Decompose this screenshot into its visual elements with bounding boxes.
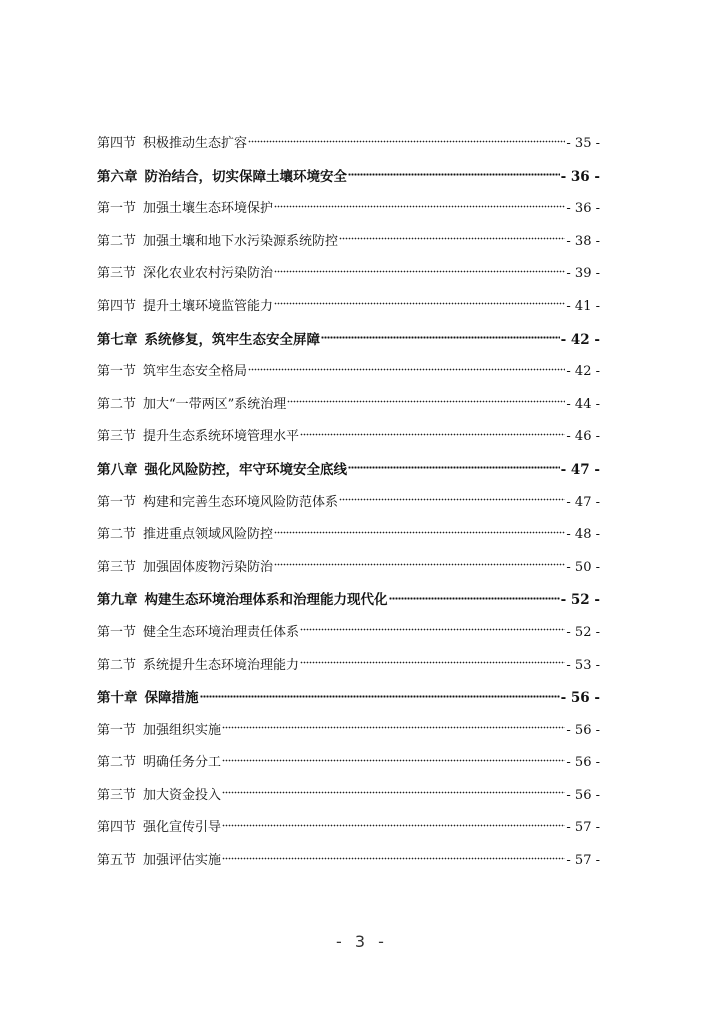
toc-entry-page: - 53 - [566, 657, 600, 673]
toc-section-entry[interactable] [97, 356, 600, 389]
toc-entry-number: 第三节 [97, 266, 137, 282]
toc-entry-number: 第八章 [97, 461, 138, 478]
toc-entry-number: 第一节 [97, 201, 137, 217]
toc-entry-page: - 39 - [566, 266, 600, 282]
dot-leader [348, 172, 560, 178]
toc-entry-number: 第十章 [97, 690, 138, 707]
toc-entry-page: - 46 - [566, 429, 600, 445]
dot-leader [274, 529, 565, 535]
toc-entry-number: 第二节 [97, 755, 137, 771]
toc-entry-number: 第三节 [97, 559, 137, 575]
toc-entry-page: - 35 - [566, 136, 600, 151]
toc-entry-page: - 36 - [566, 201, 600, 217]
toc-entry-page: - 44 - [566, 396, 600, 412]
toc-entry-number: 第四节 [97, 820, 137, 836]
toc-entry-page: - 52 - [566, 624, 600, 640]
dot-leader [339, 497, 565, 503]
toc-entry-title: 推进重点领域风险防控 [143, 527, 274, 543]
dot-leader [222, 757, 565, 763]
page-number: - 3 - [336, 932, 388, 951]
toc-entry-title: 提升土壤环境监管能力 [143, 298, 274, 314]
toc-entry-page: - 47 - [560, 461, 600, 478]
toc-chapter-entry[interactable] [97, 454, 600, 487]
toc-section-entry[interactable] [97, 291, 600, 324]
toc-entry-title: 构建生态环境治理体系和治理能力现代化 [144, 592, 388, 609]
dot-leader [222, 725, 565, 731]
toc-entry-title: 加强组织实施 [143, 722, 222, 738]
dot-leader [348, 465, 560, 471]
toc-entry-title: 加强土壤生态环境保护 [143, 201, 274, 217]
toc-entry-page: - 56 - [560, 690, 600, 707]
toc-entry-title: 保障措施 [144, 690, 199, 707]
dot-leader [339, 236, 565, 242]
table-of-contents [97, 128, 600, 878]
toc-entry-page: - 52 - [560, 592, 600, 609]
toc-section-entry[interactable] [97, 812, 600, 845]
toc-entry-page: - 57 - [566, 820, 600, 836]
dot-leader [222, 855, 565, 861]
toc-entry-title: 积极推动生态扩容 [143, 136, 248, 151]
toc-entry-title: 系统修复，筑牢生态安全屏障 [144, 331, 320, 348]
toc-entry-number: 第一节 [97, 494, 137, 510]
toc-entry-page: - 47 - [566, 494, 600, 510]
dot-leader [248, 138, 565, 144]
toc-entry-title: 加强土壤和地下水污染源系统防控 [143, 233, 339, 249]
toc-entry-number: 第三节 [97, 429, 137, 445]
toc-section-entry[interactable] [97, 747, 600, 780]
toc-chapter-entry[interactable] [97, 161, 600, 194]
toc-section-entry[interactable] [97, 487, 600, 520]
toc-entry-title: 加强固体废物污染防治 [143, 559, 274, 575]
toc-section-entry[interactable] [97, 552, 600, 585]
toc-entry-page: - 38 - [566, 233, 600, 249]
toc-section-entry[interactable] [97, 845, 600, 878]
toc-entry-title: 强化宣传引导 [143, 820, 222, 836]
dot-leader [248, 366, 565, 372]
toc-entry-number: 第三节 [97, 787, 137, 803]
toc-chapter-entry[interactable] [97, 584, 600, 617]
toc-section-entry[interactable] [97, 389, 600, 422]
toc-section-entry[interactable] [97, 128, 600, 161]
toc-entry-page: - 56 - [566, 722, 600, 738]
toc-section-entry[interactable] [97, 226, 600, 259]
toc-entry-title: 构建和完善生态环境风险防范体系 [143, 494, 339, 510]
toc-entry-title: 明确任务分工 [143, 755, 222, 771]
toc-entry-page: - 56 - [566, 755, 600, 771]
toc-entry-number: 第二节 [97, 233, 137, 249]
toc-entry-number: 第一节 [97, 722, 137, 738]
toc-entry-title: 筑牢生态安全格局 [143, 364, 248, 380]
toc-entry-number: 第一节 [97, 364, 137, 380]
toc-entry-title: 加大资金投入 [143, 787, 222, 803]
toc-section-entry[interactable] [97, 715, 600, 748]
toc-section-entry[interactable] [97, 193, 600, 226]
toc-entry-title: 强化风险防控，牢守环境安全底线 [144, 461, 347, 478]
toc-entry-number: 第二节 [97, 657, 137, 673]
dot-leader [200, 693, 560, 699]
toc-entry-page: - 57 - [566, 853, 600, 869]
toc-entry-number: 第一节 [97, 624, 137, 640]
dot-leader [321, 335, 560, 341]
toc-entry-number: 第四节 [97, 136, 137, 151]
toc-section-entry[interactable] [97, 650, 600, 683]
dot-leader [274, 301, 565, 307]
dot-leader [389, 595, 560, 601]
dot-leader [222, 790, 565, 796]
toc-entry-page: - 48 - [566, 527, 600, 543]
toc-entry-number: 第九章 [97, 592, 138, 609]
toc-chapter-entry[interactable] [97, 324, 600, 357]
toc-entry-number: 第七章 [97, 331, 138, 348]
toc-chapter-entry[interactable] [97, 682, 600, 715]
toc-section-entry[interactable] [97, 519, 600, 552]
toc-entry-number: 第五节 [97, 853, 137, 869]
dot-leader [274, 268, 565, 274]
dot-leader [300, 660, 565, 666]
toc-entry-page: - 42 - [560, 331, 600, 348]
toc-entry-page: - 42 - [566, 364, 600, 380]
toc-entry-number: 第二节 [97, 396, 137, 412]
toc-section-entry[interactable] [97, 258, 600, 291]
toc-entry-page: - 41 - [566, 298, 600, 314]
toc-entry-title: 提升生态系统环境管理水平 [143, 429, 300, 445]
toc-entry-title: 加强评估实施 [143, 853, 222, 869]
toc-entry-title: 系统提升生态环境治理能力 [143, 657, 300, 673]
toc-entry-title: 防治结合，切实保障土壤环境安全 [144, 168, 347, 185]
toc-section-entry[interactable] [97, 780, 600, 813]
dot-leader [300, 431, 565, 437]
dot-leader [274, 562, 565, 568]
toc-entry-number: 第六章 [97, 168, 138, 185]
toc-entry-page: - 50 - [566, 559, 600, 575]
toc-entry-title: 加大“一带两区”系统治理 [143, 396, 287, 412]
toc-entry-title: 深化农业农村污染防治 [143, 266, 274, 282]
toc-entry-number: 第二节 [97, 527, 137, 543]
dot-leader [300, 627, 565, 633]
toc-section-entry[interactable] [97, 617, 600, 650]
toc-entry-page: - 56 - [566, 787, 600, 803]
toc-entry-number: 第四节 [97, 298, 137, 314]
dot-leader [274, 203, 565, 209]
dot-leader [222, 822, 565, 828]
toc-entry-page: - 36 - [560, 168, 600, 185]
dot-leader [287, 399, 565, 405]
toc-section-entry[interactable] [97, 421, 600, 454]
toc-entry-title: 健全生态环境治理责任体系 [143, 624, 300, 640]
